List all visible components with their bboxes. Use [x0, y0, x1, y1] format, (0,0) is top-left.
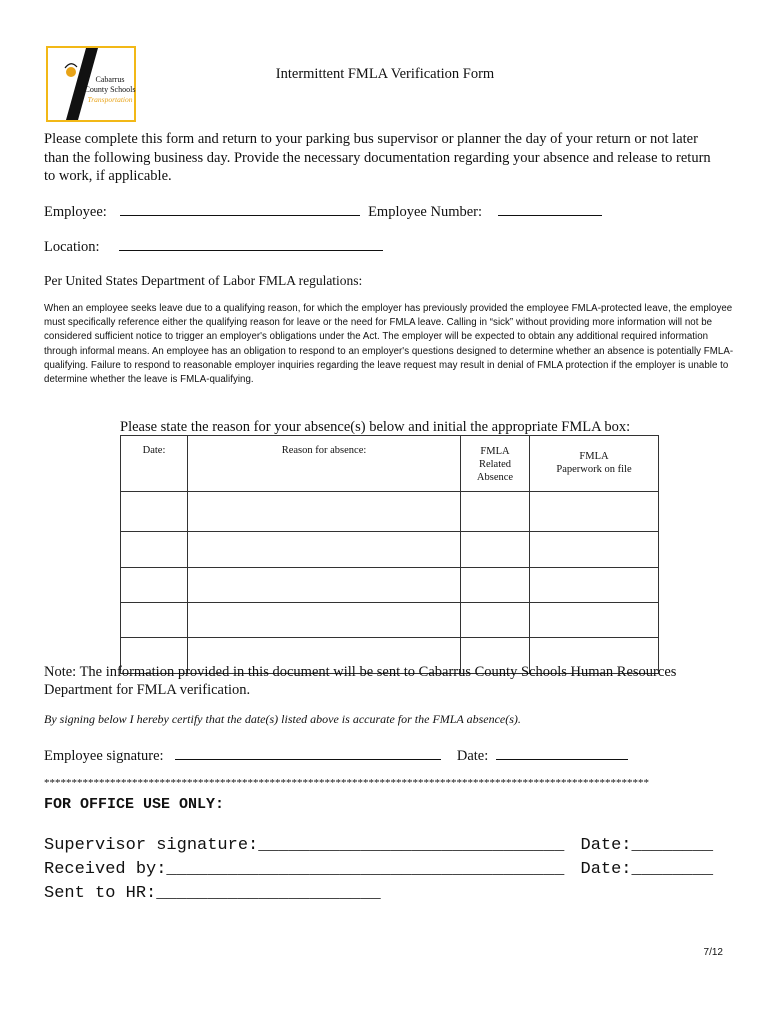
header-fmla-related-line3: Absence	[476, 472, 514, 483]
fmla-related-cell[interactable]	[461, 568, 530, 603]
header-date: Date:	[121, 436, 188, 492]
table-row	[121, 568, 659, 603]
paperwork-cell[interactable]	[530, 532, 659, 568]
employee-number-label: Employee Number:	[368, 204, 483, 220]
employee-signature-field[interactable]	[175, 747, 441, 760]
header-paperwork-line2: Paperwork on file	[556, 464, 632, 475]
received-by-row	[44, 860, 713, 879]
paperwork-cell[interactable]	[530, 603, 659, 638]
fmla-related-cell[interactable]	[461, 603, 530, 638]
employee-signature-label: Employee signature:	[44, 748, 164, 764]
fmla-related-cell[interactable]	[461, 532, 530, 568]
intro-paragraph: Please complete this form and return to your parking bus supervisor or planner the day of your return or not later than the following business day. Provide the necessary documentation regarding your absence and release to return to work, if applicable.	[44, 131, 711, 184]
date-cell[interactable]	[121, 532, 188, 568]
location-field[interactable]	[119, 238, 383, 251]
employee-row	[44, 203, 602, 221]
date-cell[interactable]	[121, 492, 188, 532]
reason-cell[interactable]	[188, 603, 461, 638]
logo-line-3: Transportation	[87, 95, 133, 104]
sent-to-hr-field[interactable]: Sent to HR:______________________	[44, 884, 381, 903]
separator-stars: **************************************************************************************************************	[44, 777, 649, 789]
header-paperwork	[530, 436, 659, 492]
supervisor-signature-row	[44, 836, 713, 855]
location-label: Location:	[44, 239, 100, 255]
reason-cell[interactable]	[188, 532, 461, 568]
paperwork-cell[interactable]	[530, 568, 659, 603]
form-title: Intermittent FMLA Verification Form	[275, 66, 495, 82]
header-reason: Reason for absence:	[188, 436, 461, 492]
employee-field[interactable]	[120, 203, 360, 216]
table-header-row	[121, 436, 659, 492]
logo-line-2: County Schools	[84, 85, 136, 94]
cabarrus-county-schools-logo	[46, 46, 136, 122]
header-fmla-related-line2: Related	[478, 459, 512, 470]
location-row	[44, 238, 383, 256]
date-cell[interactable]	[121, 568, 188, 603]
regulation-text: When an employee seeks leave due to a qualifying reason, for which the employer has previously provided the employee FMLA-protected leave, the employee must specifically reference either the qualifying reason for leave or the need for FMLA leave. Calling in “sick” without providing more information will not be considered sufficient notice to trigger an employer's obligations under the Act. The employer will be expected to obtain any additional required information through informal means. An employee has an obligation to respond to an employer's questions designed to determine whether an absence is potentially FMLA-qualifying. Failure to respond to reasonable employer inquiries regarding the leave request may result in denial of FMLA protection if the employer is unable to determine whether the leave is FMLA-qualifying.	[44, 303, 734, 386]
per-regulations-heading: Per United States Department of Labor FMLA regulations:	[44, 273, 363, 288]
header-paperwork-line1: FMLA	[579, 451, 609, 462]
employee-signature-row	[44, 747, 628, 765]
table-row	[121, 492, 659, 532]
supervisor-date-field[interactable]: Date:________	[580, 836, 714, 855]
supervisor-signature-field[interactable]: Supervisor signature:______________________________	[44, 836, 565, 855]
header-fmla-related-line1: FMLA	[480, 446, 510, 457]
employee-label: Employee:	[44, 204, 107, 220]
employee-number-field[interactable]	[498, 203, 602, 216]
received-date-field[interactable]: Date:________	[580, 860, 714, 879]
sent-to-hr-row	[44, 884, 381, 903]
paperwork-cell[interactable]	[530, 492, 659, 532]
header-fmla-related	[461, 436, 530, 492]
signature-date-label: Date:	[456, 748, 489, 764]
fmla-related-cell[interactable]	[461, 492, 530, 532]
logo-graphic	[46, 46, 136, 122]
hr-note: Note: The information provided in this document will be sent to Cabarrus County Schools Human Resources Department for FMLA verification.	[44, 664, 677, 698]
logo-line-1: Cabarrus	[95, 75, 125, 84]
reason-cell[interactable]	[188, 568, 461, 603]
table-instruction: Please state the reason for your absence(s) below and initial the appropriate FMLA box:	[120, 419, 631, 435]
table-row	[121, 603, 659, 638]
date-cell[interactable]	[121, 603, 188, 638]
certification-statement: By signing below I hereby certify that the date(s) listed above is accurate for the FMLA absence(s).	[44, 712, 521, 726]
absence-table	[120, 435, 659, 674]
signature-date-field[interactable]	[496, 747, 628, 760]
received-by-field[interactable]: Received by:_______________________________________	[44, 860, 565, 879]
table-row	[121, 532, 659, 568]
page-number: 7/12	[703, 947, 723, 958]
reason-cell[interactable]	[188, 492, 461, 532]
office-use-heading: FOR OFFICE USE ONLY:	[44, 796, 225, 813]
